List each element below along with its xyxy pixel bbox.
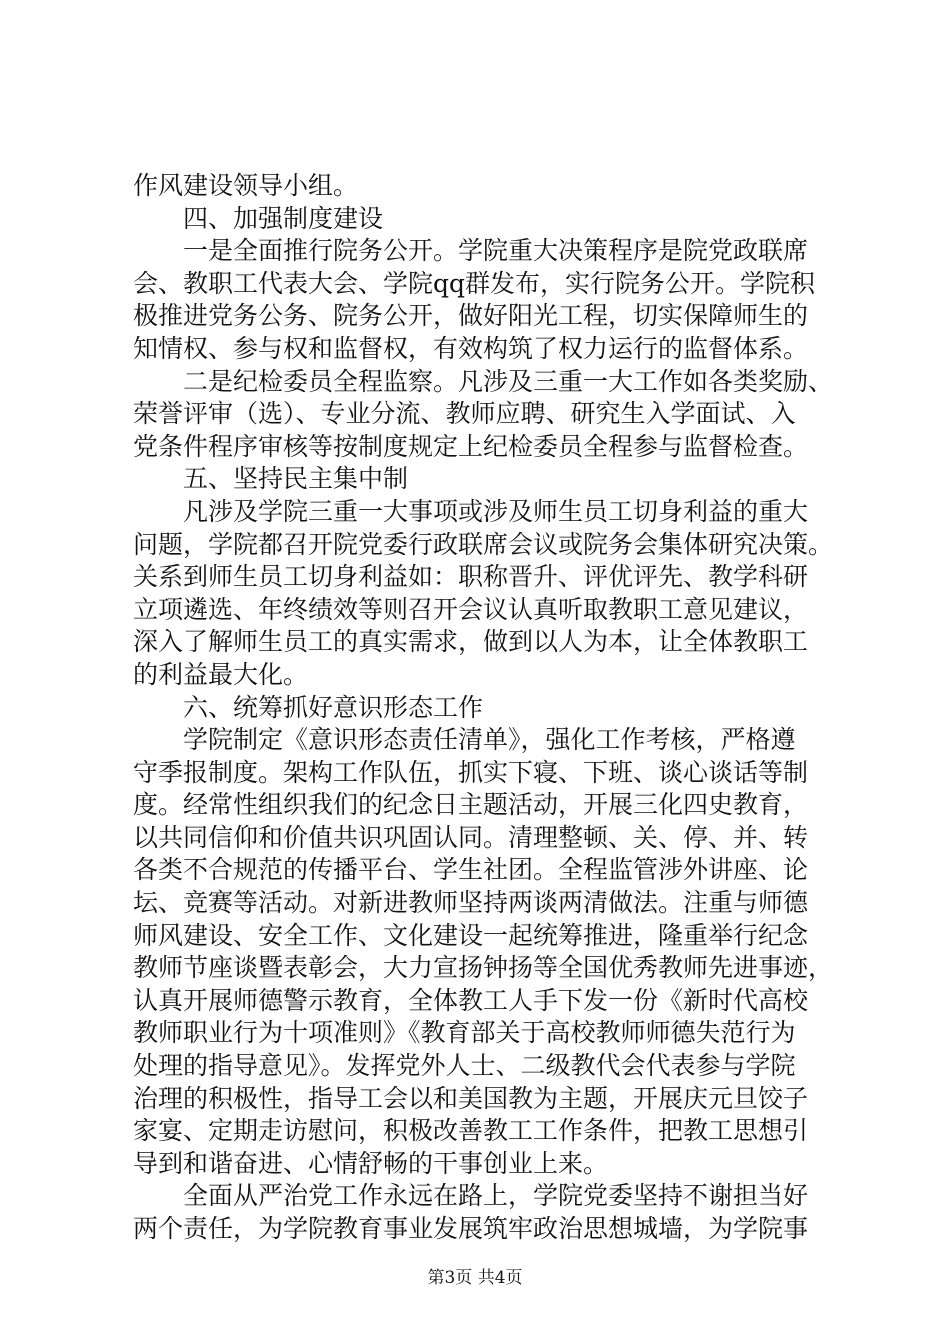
text-line: 认真开展师德警示教育，全体教工人手下发一份《新时代高校 [133, 985, 809, 1015]
text-line: 教师职业行为十项准则》《教育部关于高校教师师德失范行为 [133, 1018, 796, 1048]
text-line: 师风建设、安全工作、文化建设一起统筹推进，隆重举行纪念 [133, 920, 809, 950]
text-line: 六、统筹抓好意识形态工作 [183, 692, 484, 722]
text-line: 坛、竞赛等活动。对新进教师坚持两谈两清做法。注重与师德 [133, 888, 809, 918]
text-line: 党条件程序审核等按制度规定上纪检委员全程参与监督检查。 [133, 431, 809, 461]
text-line: 四、加强制度建设 [183, 203, 384, 233]
text-line: 处理的指导意见》。发挥党外人士、二级教代会代表参与学院 [133, 1051, 796, 1081]
text-line: 教师节座谈暨表彰会，大力宣扬钟扬等全国优秀教师先进事迹， [133, 953, 833, 983]
text-line: 会、教职工代表大会、学院qq群发布，实行院务公开。学院积 [133, 268, 816, 298]
text-line: 两个责任，为学院教育事业发展筑牢政治思想城墙，为学院事 [133, 1214, 809, 1243]
text-line: 关系到师生员工切身利益如：职称晋升、评优评先、教学科研 [133, 562, 809, 592]
text-line: 凡涉及学院三重一大事项或涉及师生员工切身利益的重大 [183, 496, 809, 526]
text-line: 问题，学院都召开院党委行政联席会议或院务会集体研究决策。 [133, 529, 833, 559]
text-line: 家宴、定期走访慰问，积极改善教工工作条件，把教工思想引 [133, 1116, 809, 1146]
text-line: 全面从严治党工作永远在路上，学院党委坚持不谢担当好 [183, 1181, 809, 1211]
text-line: 荣誉评审（选）、专业分流、教师应聘、研究生入学面试、入 [133, 399, 796, 429]
page-number-footer: 第3页 共4页 [427, 1268, 523, 1288]
text-line: 学院制定《意识形态责任清单》，强化工作考核，严格遵 [183, 725, 796, 755]
text-line: 一是全面推行院务公开。学院重大决策程序是院党政联席 [183, 236, 809, 266]
text-line: 五、坚持民主集中制 [183, 464, 409, 494]
text-line: 立项遴选、年终绩效等则召开会议认真听取教职工意见建议， [133, 594, 809, 624]
document-body [133, 170, 833, 1246]
text-line: 治理的积极性，指导工会以和美国教为主题，开展庆元旦饺子 [133, 1083, 809, 1113]
text-line: 极推进党务公务、院务公开，做好阳光工程，切实保障师生的 [133, 301, 809, 331]
text-line: 度。经常性组织我们的纪念日主题活动，开展三化四史教育， [133, 790, 809, 820]
text-line: 守季报制度。架构工作队伍，抓实下寝、下班、谈心谈话等制 [133, 757, 809, 787]
text-line: 以共同信仰和价值共识巩固认同。清理整顿、关、停、并、转 [133, 822, 809, 852]
text-line: 二是纪检委员全程监察。凡涉及三重一大工作如各类奖励、 [183, 366, 833, 396]
text-line: 知情权、参与权和监督权，有效构筑了权力运行的监督体系。 [133, 333, 809, 363]
text-line: 各类不合规范的传播平台、学生社团。全程监管涉外讲座、论 [133, 855, 809, 885]
text-line: 作风建设领导小组。 [133, 171, 359, 200]
text-line: 深入了解师生员工的真实需求，做到以人为本，让全体教职工 [133, 627, 809, 657]
text-line: 导到和谐奋进、心情舒畅的干事创业上来。 [133, 1148, 609, 1178]
text-line: 的利益最大化。 [133, 659, 309, 689]
